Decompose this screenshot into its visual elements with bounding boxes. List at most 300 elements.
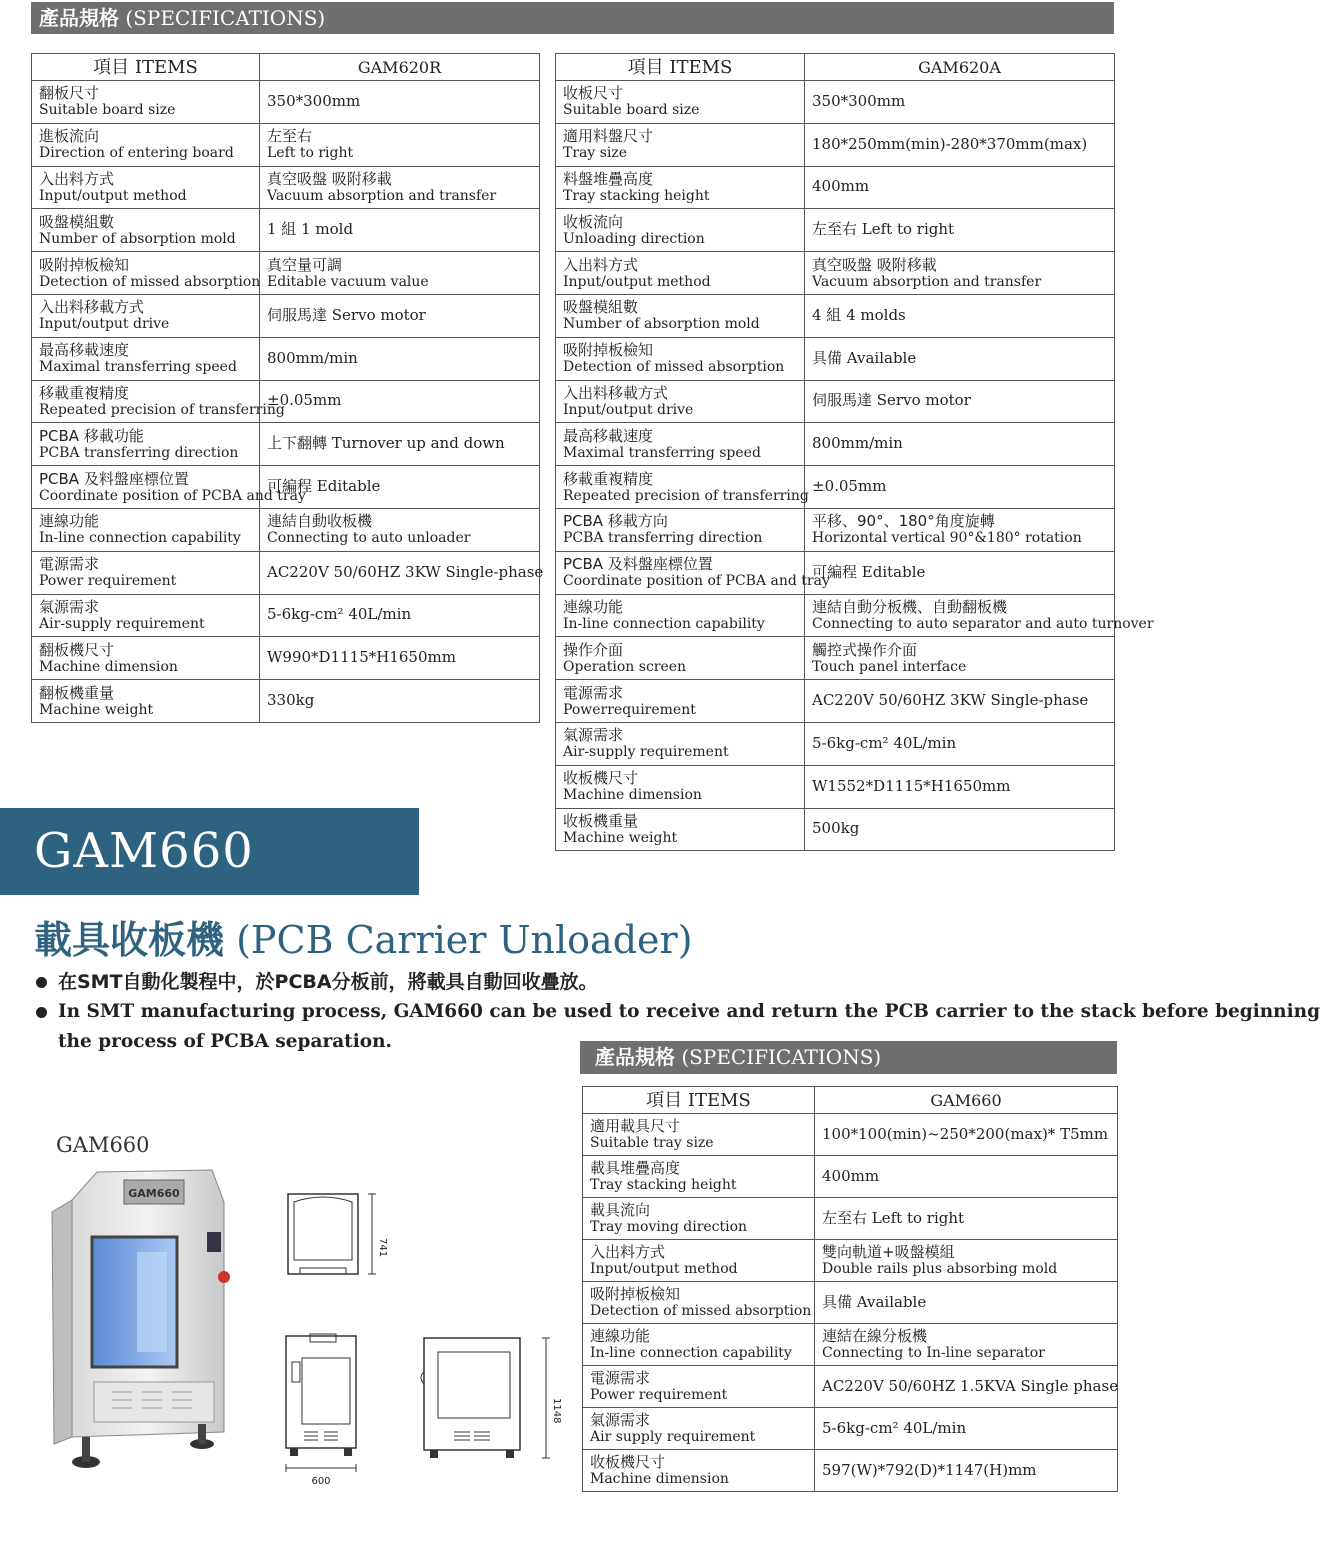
spec-label-zh: 適用載具尺寸 xyxy=(590,1117,681,1135)
spec-label-en: Repeated precision of transferring xyxy=(563,487,809,504)
table-row xyxy=(556,166,1115,209)
spec-label-en: In-line connection capability xyxy=(563,615,765,632)
spec-value-cell xyxy=(260,680,540,723)
spec-label-cell xyxy=(32,294,260,337)
spec-label-cell xyxy=(583,1366,815,1408)
table-row xyxy=(583,1198,1118,1240)
spec-label-en: Direction of entering board xyxy=(39,145,234,162)
spec-value-cell xyxy=(260,166,540,209)
spec-label-zh: 連線功能 xyxy=(563,597,624,616)
product-title xyxy=(34,915,693,965)
spec-value: AC220V 50/60HZ 3KW Single-phase xyxy=(812,691,1089,710)
spec-label-cell xyxy=(583,1324,815,1366)
spec-label-cell xyxy=(556,508,805,551)
drawing-top-view xyxy=(280,1190,395,1290)
spec-label-cell xyxy=(32,508,260,551)
spec-label-en: Suitable board size xyxy=(39,102,176,119)
table-row xyxy=(556,765,1115,808)
spec-label-zh: 吸盤模組數 xyxy=(563,298,639,317)
spec-value-cell xyxy=(815,1366,1118,1408)
spec-label-cell xyxy=(556,209,805,252)
spec-value-en: Vacuum absorption and transfer xyxy=(267,187,497,204)
table-row xyxy=(32,81,540,124)
spec-value-cell xyxy=(805,722,1115,765)
table-row xyxy=(556,380,1115,423)
machine-label: GAM660 xyxy=(128,1187,180,1200)
spec-value: 100*100(min)~250*200(max)* T5mm xyxy=(822,1124,1109,1143)
table-row xyxy=(32,337,540,380)
bullet-en-line2: the process of PCBA separation. xyxy=(58,1031,392,1052)
spec-value-cell xyxy=(805,680,1115,723)
spec-label-cell xyxy=(556,81,805,124)
spec-label-cell xyxy=(556,808,805,851)
spec-value-zh: 連結自動收板機 xyxy=(267,512,373,531)
spec-label-cell xyxy=(583,1198,815,1240)
spec-value: 350*300mm xyxy=(267,91,361,110)
spec-value-cell xyxy=(815,1408,1118,1450)
spec-label-zh: 收板流向 xyxy=(563,212,624,231)
spec-label-cell xyxy=(32,380,285,423)
spec-label-en: Unloading direction xyxy=(563,230,705,247)
table-row xyxy=(556,337,1115,380)
spec-label-zh: 收板尺寸 xyxy=(563,84,624,103)
header-items-cell xyxy=(583,1087,815,1114)
spec-value-cell xyxy=(805,551,1115,594)
spec-label-cell xyxy=(583,1282,815,1324)
drawing-front-view xyxy=(282,1332,364,1492)
spec-label-en: Powerrequirement xyxy=(563,701,696,718)
spec-label-zh: 載具堆疊高度 xyxy=(590,1159,681,1177)
spec-value-cell xyxy=(815,1156,1118,1198)
spec-label-zh: 吸附掉板檢知 xyxy=(39,255,130,274)
spec-value-cell xyxy=(260,123,540,166)
spec-label-cell xyxy=(556,722,805,765)
spec-value: 330kg xyxy=(267,691,315,710)
header-items-cell xyxy=(556,54,805,81)
spec-label-en: Machine weight xyxy=(563,829,678,846)
spec-value-cell xyxy=(805,123,1115,166)
spec-label-cell xyxy=(556,594,805,637)
spec-value-cell xyxy=(815,1324,1118,1366)
spec-label-zh: PCBA 及料盤座標位置 xyxy=(39,469,189,488)
table-row xyxy=(583,1282,1118,1324)
spec-value-en: Left to right xyxy=(267,145,354,162)
table-row xyxy=(556,808,1115,851)
spec-value-cell xyxy=(815,1114,1118,1156)
spec-label-en: Coordinate position of PCBA and tray xyxy=(563,573,830,590)
spec-label-zh: 載具流向 xyxy=(590,1201,651,1219)
spec-label-cell xyxy=(556,637,805,680)
spec-label-en: In-line connection capability xyxy=(39,530,241,547)
spec-value: ±0.05mm xyxy=(812,477,887,496)
spec-value-cell xyxy=(805,808,1115,851)
spec-value: 5-6kg-cm² 40L/min xyxy=(812,733,957,752)
header-model-cell: GAM660 xyxy=(815,1087,1118,1114)
table-row xyxy=(556,637,1115,680)
spec-value-cell xyxy=(260,81,540,124)
spec-value-zh: 左至右 xyxy=(267,127,313,146)
spec-label-zh: 電源需求 xyxy=(563,683,624,702)
spec-value-cell xyxy=(805,508,1115,551)
spec-value-zh: 真空吸盤 吸附移載 xyxy=(812,255,937,274)
spec-label-cell xyxy=(583,1450,815,1492)
product-title-en: (PCB Carrier Unloader) xyxy=(236,918,693,962)
spec-label-cell xyxy=(583,1240,815,1282)
spec-label-en: Operation screen xyxy=(563,658,687,675)
spec-label-en: Maximal transferring speed xyxy=(39,359,237,376)
spec-value-cell xyxy=(815,1450,1118,1492)
spec-table-gam620r xyxy=(31,53,544,723)
spec-label-zh: 收板機尺寸 xyxy=(563,769,639,788)
spec-value-cell xyxy=(260,294,540,337)
table-row xyxy=(32,508,540,551)
spec-label-cell xyxy=(556,123,805,166)
spec-value-en: Connecting to auto separator and auto turnover xyxy=(812,615,1154,632)
table-row xyxy=(32,209,540,252)
spec-label-zh: 吸盤模組數 xyxy=(39,212,115,231)
spec-label-en: Maximal transferring speed xyxy=(563,444,761,461)
product-title-zh: 載具收板機 xyxy=(34,918,225,962)
spec-value-cell xyxy=(260,637,540,680)
spec-value-zh: 真空量可調 xyxy=(267,255,343,274)
table-row xyxy=(556,209,1115,252)
spec-value-en: Touch panel interface xyxy=(812,658,967,675)
spec-value-zh: 真空吸盤 吸附移載 xyxy=(267,169,392,188)
spec-label-zh: 入出料移載方式 xyxy=(39,298,145,317)
dim-741: 741 xyxy=(377,1238,388,1258)
spec-value-cell xyxy=(805,337,1115,380)
spec-label-zh: 操作介面 xyxy=(563,640,624,659)
spec-header-zh: 產品規格 xyxy=(595,1045,675,1069)
table-row xyxy=(556,551,1115,594)
spec-value-cell xyxy=(815,1282,1118,1324)
spec-label-cell xyxy=(556,380,805,423)
table-row xyxy=(556,594,1115,637)
table-row xyxy=(32,680,540,723)
spec-label-zh: PCBA 移載功能 xyxy=(39,426,144,445)
spec-label-zh: 收板機重量 xyxy=(563,811,639,830)
spec-label-en: Power requirement xyxy=(39,573,177,590)
spec-label-zh: 連線功能 xyxy=(590,1327,651,1345)
table-row xyxy=(583,1114,1118,1156)
spec-label-cell xyxy=(556,294,805,337)
spec-label-zh: 入出料方式 xyxy=(590,1243,666,1261)
spec-label-cell xyxy=(32,337,260,380)
spec-value: 500kg xyxy=(812,819,860,838)
spec-value-zh: 連結自動分板機、自動翻板機 xyxy=(812,597,1008,616)
header-items-cell xyxy=(32,54,260,81)
spec-value: ±0.05mm xyxy=(267,391,342,410)
header-items-en: ITEMS xyxy=(687,1089,751,1111)
spec-value: 400mm xyxy=(822,1166,880,1185)
spec-value: 上下翻轉 Turnover up and down xyxy=(267,434,505,453)
spec-label-en: Repeated precision of transferring xyxy=(39,401,285,418)
header-items-en: ITEMS xyxy=(669,56,733,78)
image-caption: GAM660 xyxy=(56,1133,150,1157)
spec-header-en: (SPECIFICATIONS) xyxy=(125,6,326,30)
spec-label-en: Detection of missed absorption xyxy=(563,359,785,376)
spec-label-zh: 入出料方式 xyxy=(39,169,115,188)
spec-label-zh: 最高移載速度 xyxy=(563,426,654,445)
spec-label-cell xyxy=(32,466,306,509)
spec-label-zh: 入出料移載方式 xyxy=(563,383,669,402)
spec-table-gam660 xyxy=(582,1086,1118,1492)
dim-1148: 1148 xyxy=(551,1398,562,1424)
spec-label-cell xyxy=(583,1114,815,1156)
spec-value-cell xyxy=(805,252,1115,295)
table-header-row xyxy=(556,54,1115,81)
spec-label-en: Number of absorption mold xyxy=(563,316,760,333)
spec-value-cell xyxy=(260,209,540,252)
spec-table-gam620a xyxy=(555,53,1154,851)
spec-label-zh: 氣源需求 xyxy=(590,1411,651,1429)
header-items-zh: 項目 xyxy=(93,56,130,78)
spec-label-zh: PCBA 及料盤座標位置 xyxy=(563,555,713,574)
spec-label-en: Number of absorption mold xyxy=(39,230,236,247)
spec-value-cell xyxy=(260,252,540,295)
spec-value-en: Horizontal vertical 90°&180° rotation xyxy=(812,530,1082,547)
spec-label-en: Air-supply requirement xyxy=(563,744,729,761)
spec-label-zh: 吸附掉板檢知 xyxy=(563,341,654,360)
spec-value-cell xyxy=(260,380,540,423)
spec-label-zh: 翻板尺寸 xyxy=(39,84,100,103)
spec-value: 可編程 Editable xyxy=(267,477,381,496)
table-row xyxy=(556,423,1115,466)
spec-label-cell xyxy=(32,123,260,166)
spec-value: 4 組 4 molds xyxy=(812,305,906,324)
spec-label-en: Suitable board size xyxy=(563,102,700,119)
table-row xyxy=(32,252,540,295)
spec-label-cell xyxy=(583,1156,815,1198)
spec-value-cell xyxy=(805,466,1115,509)
drawing-side-view xyxy=(418,1332,568,1482)
table-row xyxy=(556,294,1115,337)
spec-label-en: In-line connection capability xyxy=(590,1345,792,1361)
spec-label-zh: 入出料方式 xyxy=(563,255,639,274)
spec-label-zh: 翻板機重量 xyxy=(39,683,115,702)
table-row xyxy=(556,508,1115,551)
spec-value-cell xyxy=(805,209,1115,252)
spec-value-en: Vacuum absorption and transfer xyxy=(812,273,1042,290)
spec-label-cell xyxy=(556,423,805,466)
spec-value: 800mm/min xyxy=(812,434,903,453)
table-row xyxy=(556,722,1115,765)
spec-label-zh: 電源需求 xyxy=(590,1369,651,1387)
table-row xyxy=(556,252,1115,295)
spec-value-cell xyxy=(815,1240,1118,1282)
spec-label-en: Input/output method xyxy=(39,187,187,204)
table-row xyxy=(583,1408,1118,1450)
spec-label-cell xyxy=(32,637,260,680)
table-row xyxy=(32,594,540,637)
spec-label-cell xyxy=(556,337,805,380)
spec-label-en: Air supply requirement xyxy=(590,1429,756,1445)
spec-label-en: Tray stacking height xyxy=(590,1177,737,1193)
spec-label-en: Input/output method xyxy=(563,273,711,290)
spec-value: 800mm/min xyxy=(267,348,358,367)
spec-value-cell xyxy=(260,594,540,637)
spec-value-en: Double rails plus absorbing mold xyxy=(822,1261,1058,1277)
spec-value-cell xyxy=(805,594,1154,637)
spec-label-cell xyxy=(32,680,260,723)
spec-value-cell xyxy=(260,423,540,466)
spec-value-cell xyxy=(805,380,1115,423)
spec-label-en: Machine dimension xyxy=(563,787,702,804)
spec-value: 具備 Available xyxy=(822,1292,927,1311)
spec-header-top xyxy=(31,2,1114,34)
bullet-dot xyxy=(36,1007,47,1018)
spec-label-zh: 移載重複精度 xyxy=(39,383,130,402)
table-row xyxy=(32,466,540,509)
table-row xyxy=(556,81,1115,124)
machine-photo xyxy=(42,1162,250,1488)
spec-label-en: Machine dimension xyxy=(590,1471,729,1487)
spec-value-en: Connecting to auto unloader xyxy=(267,530,471,547)
table-row xyxy=(32,423,540,466)
spec-value: AC220V 50/60HZ 3KW Single-phase xyxy=(267,562,544,581)
table-row xyxy=(583,1450,1118,1492)
table-row xyxy=(556,680,1115,723)
spec-value: 5-6kg-cm² 40L/min xyxy=(822,1418,967,1437)
spec-label-cell xyxy=(556,765,805,808)
spec-label-en: Air-supply requirement xyxy=(39,615,205,632)
spec-value-cell xyxy=(805,765,1115,808)
spec-label-zh: 進板流向 xyxy=(39,127,100,146)
spec-label-zh: 翻板機尺寸 xyxy=(39,640,115,659)
spec-label-cell xyxy=(556,680,805,723)
spec-value: 左至右 Left to right xyxy=(822,1208,965,1227)
spec-value-cell xyxy=(805,166,1115,209)
spec-value-zh: 連結在線分板機 xyxy=(822,1327,928,1345)
table-header-row xyxy=(583,1087,1118,1114)
spec-header-zh: 產品規格 xyxy=(39,6,119,30)
table-row xyxy=(32,637,540,680)
spec-value: 180*250mm(min)-280*370mm(max) xyxy=(812,134,1088,153)
spec-value: 可編程 Editable xyxy=(812,562,926,581)
spec-label-en: Detection of missed absorption xyxy=(39,273,261,290)
spec-value: W1552*D1115*H1650mm xyxy=(812,776,1011,795)
spec-value-cell xyxy=(805,294,1115,337)
spec-value-cell xyxy=(815,1198,1118,1240)
spec-label-cell xyxy=(32,209,260,252)
spec-value: 1 組 1 mold xyxy=(267,220,354,239)
spec-label-en: Coordinate position of PCBA and tray xyxy=(39,487,306,504)
spec-label-en: Tray moving direction xyxy=(590,1219,748,1235)
spec-value: 伺服馬達 Servo motor xyxy=(812,391,971,410)
spec-value-cell xyxy=(260,551,544,594)
header-model-cell: GAM620R xyxy=(260,54,540,81)
spec-label-en: Input/output method xyxy=(590,1261,738,1277)
spec-label-en: PCBA transferring direction xyxy=(563,530,763,547)
spec-label-en: Machine dimension xyxy=(39,658,178,675)
spec-value-cell xyxy=(260,337,540,380)
spec-value-cell xyxy=(805,637,1115,680)
spec-label-zh: 吸附掉板檢知 xyxy=(590,1285,681,1303)
table-header-row xyxy=(32,54,540,81)
spec-label-zh: 適用料盤尺寸 xyxy=(563,127,654,146)
bullet-dot xyxy=(36,977,47,988)
spec-value: 5-6kg-cm² 40L/min xyxy=(267,605,412,624)
table-row xyxy=(583,1324,1118,1366)
spec-label-zh: 料盤堆疊高度 xyxy=(563,169,654,188)
spec-label-cell xyxy=(32,423,260,466)
spec-label-zh: 移載重複精度 xyxy=(563,469,654,488)
spec-label-en: Suitable tray size xyxy=(590,1135,714,1151)
spec-label-zh: 氣源需求 xyxy=(39,597,100,616)
spec-label-cell xyxy=(32,594,260,637)
spec-label-en: Machine weight xyxy=(39,701,154,718)
spec-label-en: Tray stacking height xyxy=(563,187,710,204)
spec-value: W990*D1115*H1650mm xyxy=(267,648,456,667)
spec-label-en: Power requirement xyxy=(590,1387,728,1403)
spec-value: AC220V 50/60HZ 1.5KVA Single phase xyxy=(822,1376,1119,1395)
bullet-en-line1: In SMT manufacturing process, GAM660 can be used to receive and return the PCB carrier to the stack before beginning xyxy=(58,1001,1320,1022)
spec-value: 350*300mm xyxy=(812,91,906,110)
header-items-zh: 項目 xyxy=(646,1089,683,1111)
table-row xyxy=(583,1366,1118,1408)
spec-value-zh: 平移、90°、180°角度旋轉 xyxy=(812,512,995,531)
gam660-banner: GAM660 xyxy=(0,808,419,895)
spec-value-cell xyxy=(260,508,540,551)
spec-value-en: Connecting to In-line separator xyxy=(822,1345,1045,1361)
spec-value: 左至右 Left to right xyxy=(812,220,955,239)
table-row xyxy=(583,1240,1118,1282)
spec-label-cell xyxy=(32,252,260,295)
spec-label-cell xyxy=(556,466,809,509)
table-row xyxy=(32,123,540,166)
spec-label-en: Input/output drive xyxy=(39,316,170,333)
spec-label-zh: PCBA 移載方向 xyxy=(563,512,668,531)
spec-value: 400mm xyxy=(812,177,870,196)
spec-value: 具備 Available xyxy=(812,348,917,367)
dim-600: 600 xyxy=(311,1476,331,1487)
spec-value-cell xyxy=(805,81,1115,124)
spec-label-cell xyxy=(556,551,830,594)
table-row xyxy=(32,380,540,423)
header-items-zh: 項目 xyxy=(627,56,664,78)
spec-value: 597(W)*792(D)*1147(H)mm xyxy=(822,1460,1037,1479)
table-row xyxy=(32,551,540,594)
spec-label-en: Tray size xyxy=(563,145,628,162)
spec-label-zh: 電源需求 xyxy=(39,555,100,574)
table-row xyxy=(32,166,540,209)
spec-value-cell xyxy=(805,423,1115,466)
table-row xyxy=(556,466,1115,509)
spec-label-cell xyxy=(583,1408,815,1450)
spec-value: 伺服馬達 Servo motor xyxy=(267,305,426,324)
table-row xyxy=(32,294,540,337)
spec-value-zh: 雙向軌道+吸盤模組 xyxy=(822,1243,955,1261)
spec-label-cell xyxy=(32,81,260,124)
spec-label-zh: 收板機尺寸 xyxy=(590,1453,666,1471)
spec-header-en: (SPECIFICATIONS) xyxy=(681,1045,882,1069)
spec-value-en: Editable vacuum value xyxy=(267,273,429,290)
spec-header-bottom xyxy=(580,1041,1117,1074)
spec-label-cell xyxy=(556,252,805,295)
spec-label-en: PCBA transferring direction xyxy=(39,444,239,461)
bullet-zh-text: 在SMT自動化製程中，於PCBA分板前，將載具自動回收疊放。 xyxy=(58,971,598,993)
table-row xyxy=(583,1156,1118,1198)
table-row xyxy=(556,123,1115,166)
spec-label-cell xyxy=(32,551,260,594)
spec-label-en: Detection of missed absorption xyxy=(590,1303,812,1319)
bullet-zh xyxy=(36,967,1136,997)
spec-label-zh: 氣源需求 xyxy=(563,726,624,745)
spec-value-zh: 觸控式操作介面 xyxy=(812,640,918,659)
header-items-en: ITEMS xyxy=(134,56,198,78)
spec-label-zh: 最高移載速度 xyxy=(39,341,130,360)
spec-label-en: Input/output drive xyxy=(563,401,694,418)
